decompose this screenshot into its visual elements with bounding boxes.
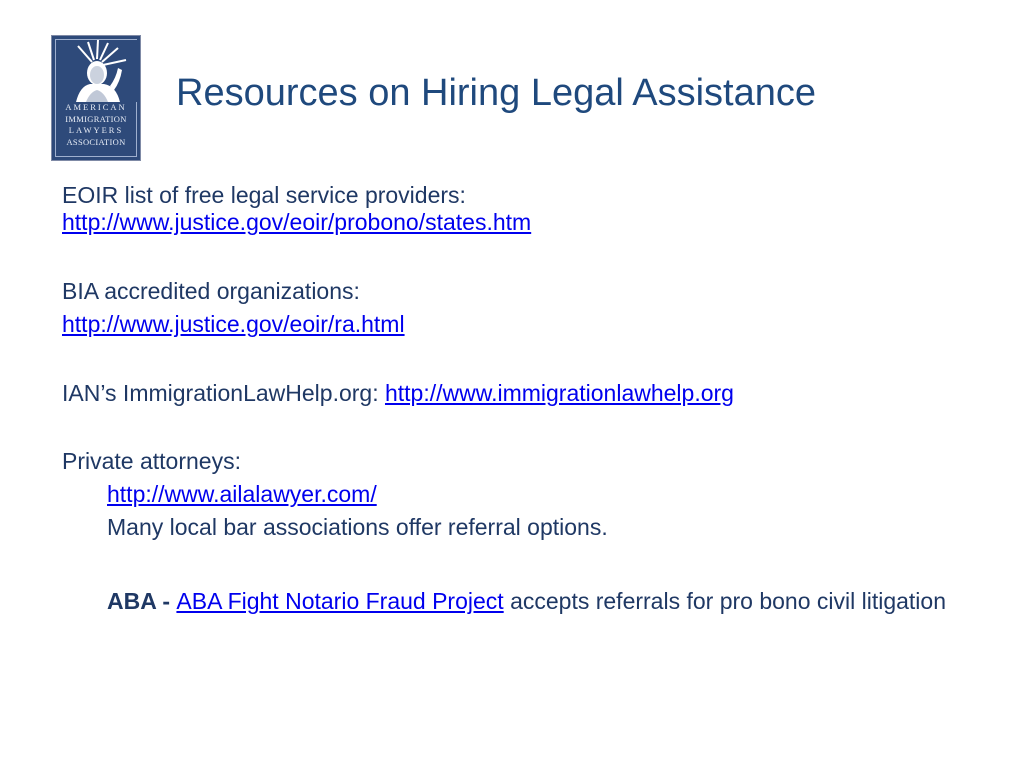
statue-of-liberty-icon bbox=[56, 40, 138, 102]
aba-prefix: ABA - bbox=[107, 588, 177, 614]
private-label: Private attorneys: bbox=[62, 448, 241, 474]
bia-section bbox=[62, 278, 405, 338]
ian-section bbox=[62, 380, 734, 407]
bia-label: BIA accredited organizations: bbox=[62, 278, 360, 304]
aba-section bbox=[62, 588, 967, 615]
logo-line-3: LAWYERS bbox=[68, 125, 124, 135]
slide-title: Resources on Hiring Legal Assistance bbox=[176, 72, 817, 114]
logo-line-4: ASSOCIATION bbox=[66, 136, 126, 147]
eoir-section bbox=[62, 182, 531, 236]
bar-referral-note: Many local bar associations offer referral options. bbox=[107, 514, 608, 540]
aba-notario-link[interactable]: ABA Fight Notario Fraud Project bbox=[176, 588, 504, 614]
ian-link[interactable]: http://www.immigrationlawhelp.org bbox=[384, 380, 734, 406]
ailalawyer-link[interactable]: http://www.ailalawyer.com/ bbox=[107, 481, 377, 507]
ian-label: IAN’s ImmigrationLawHelp.org: bbox=[62, 380, 385, 406]
aba-suffix: accepts referrals for pro bono civil litigation bbox=[503, 588, 946, 614]
logo-text bbox=[52, 102, 140, 148]
eoir-link[interactable]: http://www.justice.gov/eoir/probono/states.htm bbox=[62, 209, 532, 235]
logo-line-1: AMERICAN bbox=[65, 102, 127, 112]
eoir-label: EOIR list of free legal service providers: bbox=[62, 182, 466, 208]
aila-logo bbox=[51, 35, 141, 161]
logo-line-2: IMMIGRATION bbox=[65, 113, 127, 124]
bia-link[interactable]: http://www.justice.gov/eoir/ra.html bbox=[62, 311, 405, 337]
private-attorneys-section bbox=[62, 448, 608, 541]
